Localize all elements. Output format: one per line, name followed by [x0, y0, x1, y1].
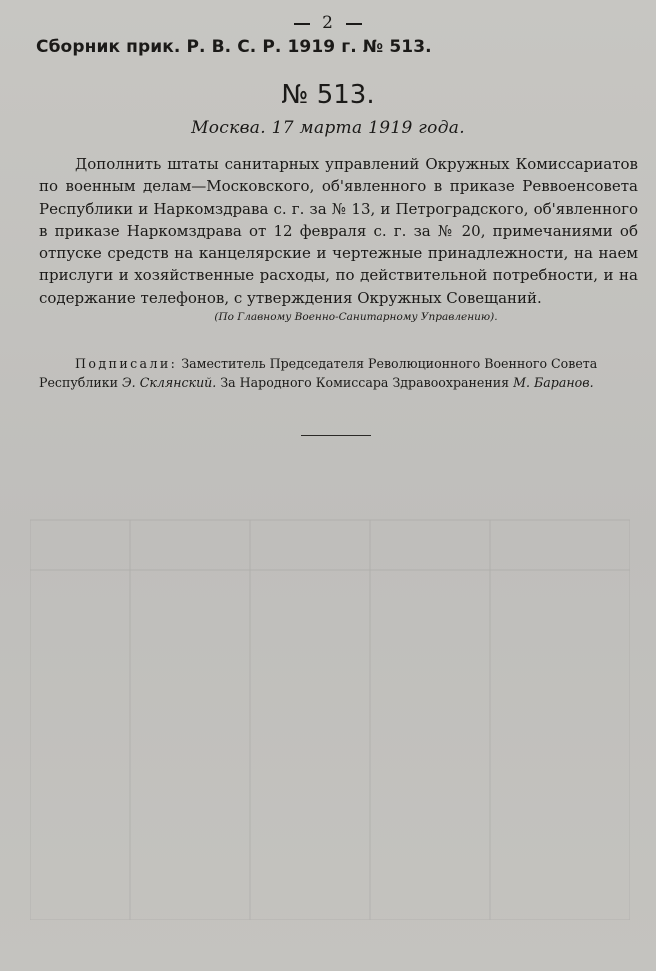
order-body: Дополнить штаты санитарных управлений Окружных Комиссариатов по военным делам—Московского, об'явленного в приказе Реввоенсовета Республики и Наркомздрава с. г. за № 13, и Петроградского, об'явленного в приказе Наркомздрава от 12 февраля с. г. за № 20, примечаниями об отпуске средств на канцелярские и чертежные принадлежности, на наем прислуги и хозяйственные расходы, по действительной потребности, и на содержание телефонов, с утверждения Окружных Совещаний.	[39, 155, 638, 307]
page-number-value: 2	[322, 13, 334, 33]
signatory-2-name: М. Баранов.	[513, 375, 594, 390]
signatory-2-title: За Народного Комиссара Здравоохранения	[220, 375, 510, 390]
order-place-date: Москва. 17 марта 1919 года.	[191, 118, 465, 138]
dash-right	[346, 23, 362, 25]
bleed-through-table	[30, 480, 630, 920]
signatures-label: Подписали:	[75, 356, 178, 371]
signatory-1-title: Заместитель Председателя Революционного Военного Совета Республики	[39, 356, 598, 390]
page-number	[0, 13, 656, 33]
dash-left	[294, 23, 310, 25]
closing-rule	[301, 435, 371, 436]
order-number: № 513.	[281, 80, 375, 110]
signatures-block	[39, 354, 641, 392]
running-header: Сборник прик. Р. В. С. Р. 1919 г. № 513.	[36, 37, 432, 57]
source-note: (По Главному Военно-Санитарному Управлению).	[214, 311, 498, 323]
signatory-1-name: Э. Склянский.	[122, 375, 217, 390]
